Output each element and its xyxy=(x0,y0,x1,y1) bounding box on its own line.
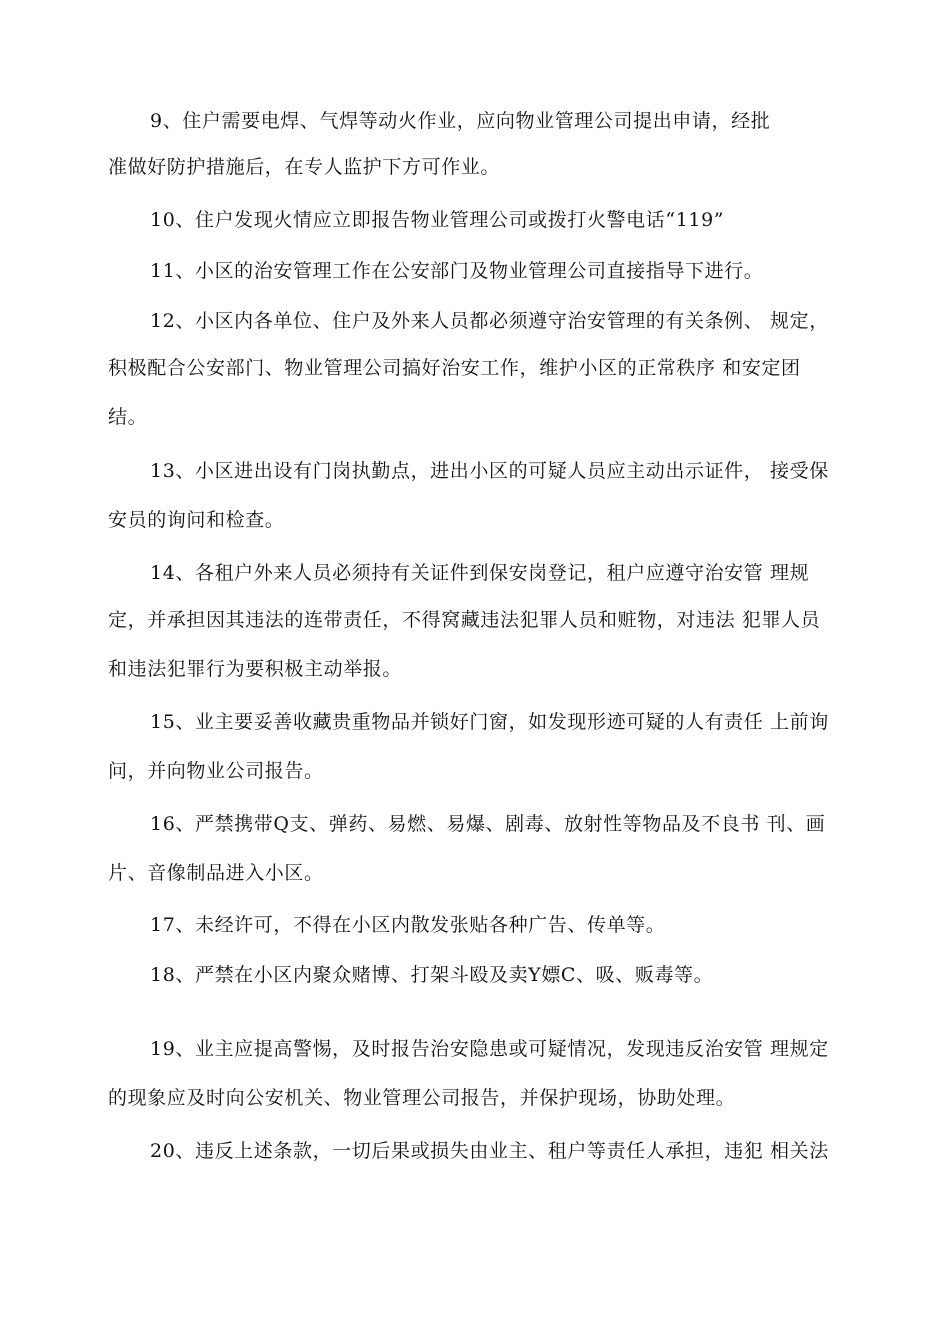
paragraph-18-line-1: 18、严禁在小区内聚众赌博、打架斗殴及卖Y嫖C、吸、贩毒等。 xyxy=(150,964,714,986)
paragraph-13-line-2: 安员的询问和检查。 xyxy=(108,509,285,531)
paragraph-12-line-1: 12、小区内各单位、住户及外来人员都必须遵守治安管理的有关条例、 规定， xyxy=(150,310,829,332)
paragraph-13-line-1: 13、小区进出设有门岗执勤点，进出小区的可疑人员应主动出示证件， 接受保 xyxy=(150,460,829,482)
paragraph-19-line-1: 19、业主应提高警惕，及时报告治安隐患或可疑情况，发现违反治安管 理规定 xyxy=(150,1038,829,1060)
paragraph-16-line-2: 片、音像制品进入小区。 xyxy=(108,862,324,884)
paragraph-17-line-1: 17、未经许可，不得在小区内散发张贴各种广告、传单等。 xyxy=(150,914,666,936)
paragraph-15-line-2: 问，并向物业公司报告。 xyxy=(108,760,324,782)
paragraph-12-line-2: 积极配合公安部门、物业管理公司搞好治安工作，维护小区的正常秩序 和安定团 xyxy=(108,357,801,379)
paragraph-20-line-1: 20、违反上述条款，一切后果或损失由业主、租户等责任人承担，违犯 相关法 xyxy=(150,1140,829,1162)
paragraph-14-line-3: 和违法犯罪行为要积极主动举报。 xyxy=(108,658,403,680)
paragraph-10-line-1: 10、住户发现火情应立即报告物业管理公司或拨打火警电话“119” xyxy=(150,209,725,231)
paragraph-9-line-2: 准做好防护措施后，在专人监护下方可作业。 xyxy=(108,156,501,178)
paragraph-14-line-2: 定，并承担因其违法的连带责任，不得窝藏违法犯罪人员和赃物，对违法 犯罪人员 xyxy=(108,609,821,631)
paragraph-15-line-1: 15、业主要妥善收藏贵重物品并锁好门窗，如发现形迹可疑的人有责任 上前询 xyxy=(150,711,829,733)
paragraph-14-line-1: 14、各租户外来人员必须持有关证件到保安岗登记，租户应遵守治安管 理规 xyxy=(150,562,810,584)
paragraph-11-line-1: 11、小区的治安管理工作在公安部门及物业管理公司直接指导下进行。 xyxy=(150,260,764,282)
paragraph-12-line-3: 结。 xyxy=(108,406,148,428)
paragraph-9-line-1: 9、住户需要电焊、气焊等动火作业，应向物业管理公司提出申请，经批 xyxy=(150,110,771,132)
paragraph-16-line-1: 16、严禁携带Q支、弹药、易燃、易爆、剧毒、放射性等物品及不良书 刊、画 xyxy=(150,813,826,835)
paragraph-19-line-2: 的现象应及时向公安机关、物业管理公司报告，并保护现场，协助处理。 xyxy=(108,1087,736,1109)
